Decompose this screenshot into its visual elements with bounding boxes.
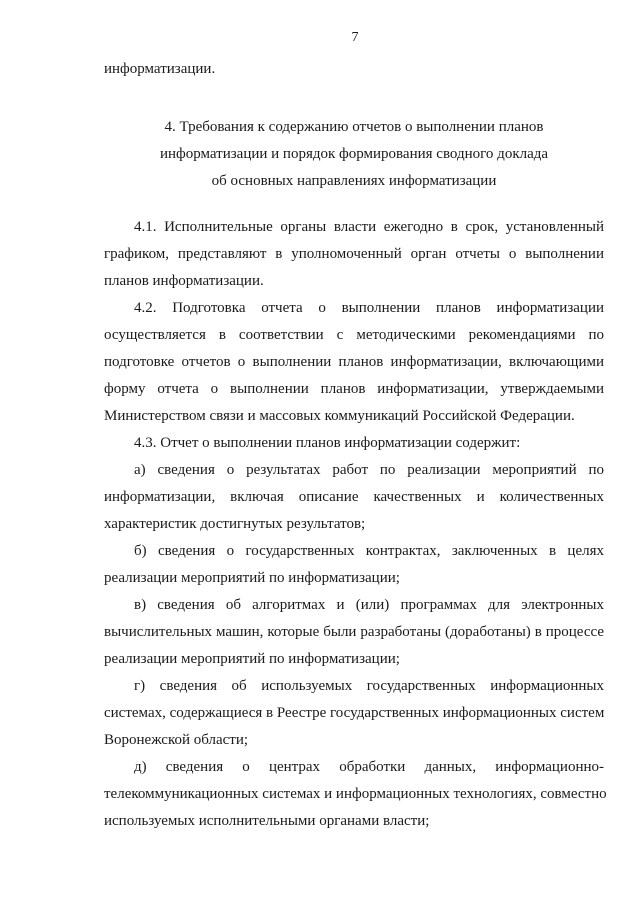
list-item-line: системах, содержащиеся в Реестре государственных информационных систем	[104, 705, 605, 721]
text-line: информатизации.	[104, 61, 216, 77]
list-item-line: используемых исполнительными органами власти;	[104, 813, 430, 829]
paragraph-line: планов информатизации.	[104, 273, 264, 289]
paragraph-line: 4.1. Исполнительные органы власти ежегодно в срок, установленный	[134, 219, 604, 235]
paragraph-line: Министерством связи и массовых коммуникаций Российской Федерации.	[104, 408, 575, 424]
list-item-line: характеристик достигнутых результатов;	[104, 516, 366, 532]
section-heading-line: об основных направлениях информатизации	[211, 173, 497, 189]
paragraph-line: форму отчета о выполнении планов информатизации, утверждаемыми	[104, 381, 604, 397]
section-heading-line: 4. Требования к содержанию отчетов о выполнении планов	[164, 119, 544, 135]
list-item-line: телекоммуникационных системах и информационных технологиях, совместно	[104, 786, 607, 802]
list-item-line: реализации мероприятий по информатизации;	[104, 651, 400, 667]
list-item-line: в) сведения об алгоритмах и (или) программах для электронных	[134, 597, 604, 613]
paragraph-line: графиком, представляют в уполномоченный орган отчеты о выполнении	[104, 246, 604, 262]
list-item-line: информатизации, включая описание качественных и количественных	[104, 489, 604, 505]
list-item-line: г) сведения об используемых государственных информационных	[134, 678, 604, 694]
paragraph-line: осуществляется в соответствии с методическими рекомендациями по	[104, 327, 604, 343]
section-heading-line: информатизации и порядок формирования сводного доклада	[159, 146, 549, 162]
page-number: 7	[351, 30, 359, 45]
paragraph-line: подготовке отчетов о выполнении планов информатизации, включающими	[104, 354, 604, 370]
list-item-line: реализации мероприятий по информатизации;	[104, 570, 400, 586]
list-item-line: б) сведения о государственных контрактах, заключенных в целях	[134, 543, 604, 559]
paragraph-line: 4.3. Отчет о выполнении планов информатизации содержит:	[134, 435, 521, 451]
list-item-line: вычислительных машин, которые были разработаны (доработаны) в процессе	[104, 624, 604, 640]
list-item-line: Воронежской области;	[104, 732, 249, 748]
paragraph-line: 4.2. Подготовка отчета о выполнении планов информатизации	[134, 300, 604, 316]
list-item-line: д) сведения о центрах обработки данных, информационно-	[134, 759, 604, 775]
list-item-line: а) сведения о результатах работ по реализации мероприятий по	[134, 462, 604, 478]
